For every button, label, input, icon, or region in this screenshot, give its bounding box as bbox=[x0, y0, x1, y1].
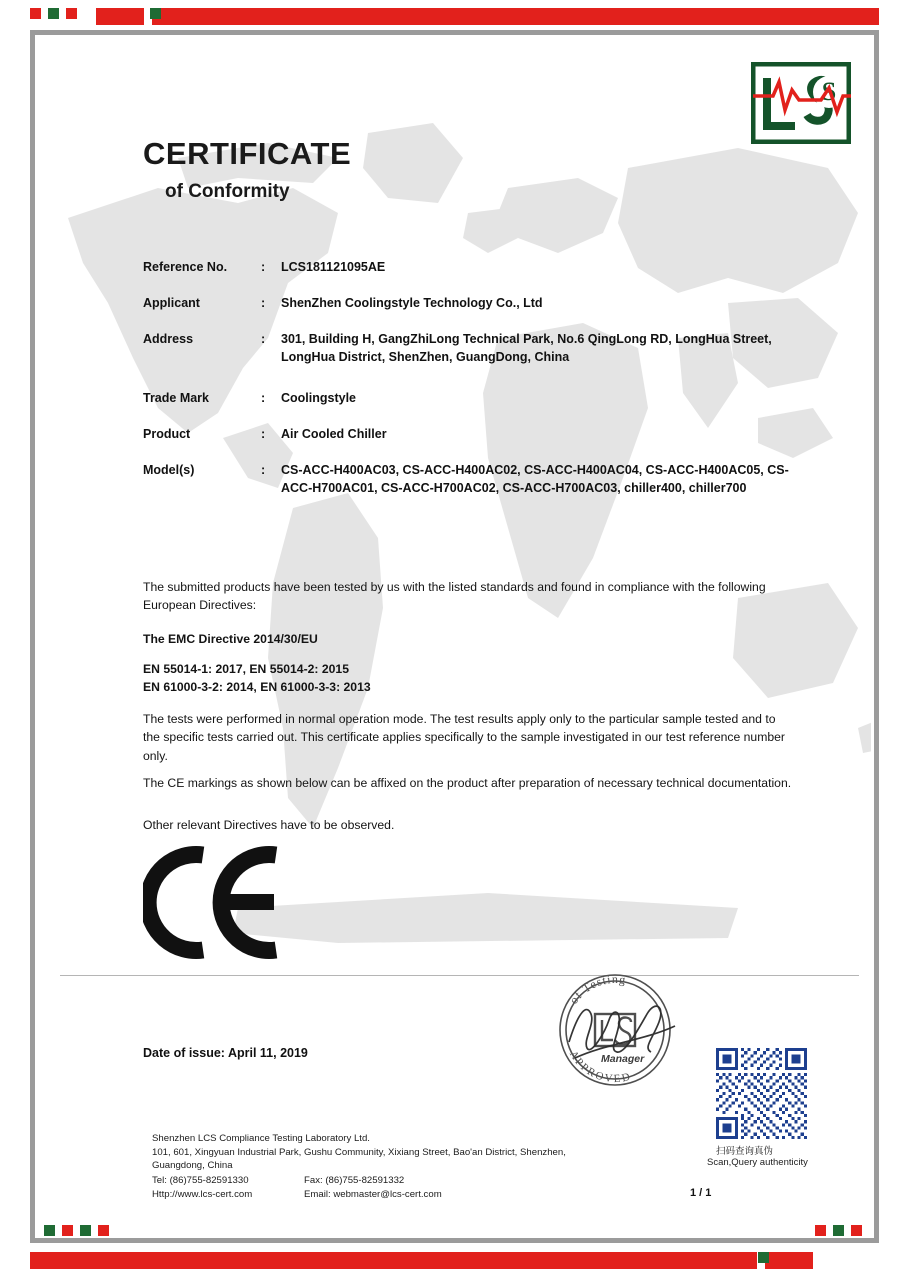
standards-line-1: EN 55014-1: 2017, EN 55014-2: 2015 bbox=[143, 662, 349, 676]
field-label: Model(s) bbox=[143, 462, 195, 477]
decor-square-green bbox=[758, 1252, 769, 1263]
field-row-models bbox=[143, 461, 803, 497]
stamp-manager-label: Manager bbox=[601, 1053, 645, 1065]
field-value-address: 301, Building H, GangZhiLong Technical Park, No.6 QingLong RD, LongHua Street, LongHua District, ShenZhen, GuangDong, China bbox=[281, 332, 772, 365]
lcs-logo-icon bbox=[751, 62, 851, 144]
date-of-issue: Date of issue: April 11, 2019 bbox=[143, 1046, 308, 1060]
field-value-trade-mark: Coolingstyle bbox=[281, 390, 357, 405]
field-label: Applicant bbox=[143, 296, 200, 311]
footer-address-line-1: 101, 601, Xingyuan Industrial Park, Gushu Community, Xixiang Street, Bao'an District, Shenzhen, bbox=[152, 1146, 566, 1158]
decor-square-red bbox=[815, 1225, 826, 1236]
field-label: Address bbox=[143, 332, 194, 347]
svg-text:of Testing bbox=[566, 972, 627, 1007]
field-colon: : bbox=[261, 296, 266, 311]
paragraph-standards bbox=[143, 660, 793, 697]
paragraph-tests-note: The tests were performed in normal operation mode. The test results apply only to the particular sample tested and to the specific tests carried out. This certificate applies specifically to the sample investigated in our test reference number only. bbox=[143, 712, 785, 763]
field-row-product bbox=[143, 425, 803, 443]
certificate-fields bbox=[143, 258, 803, 515]
decor-square-green bbox=[80, 1225, 91, 1236]
decor-square-red bbox=[851, 1225, 862, 1236]
field-colon: : bbox=[261, 390, 266, 405]
decor-square-green bbox=[44, 1225, 55, 1236]
footer-address-line-2: Guangdong, China bbox=[152, 1160, 233, 1172]
paragraph-intro: The submitted products have been tested by us with the listed standards and found in compliance with the following European Directives: bbox=[143, 580, 766, 613]
field-value-models: CS-ACC-H400AC03, CS-ACC-H400AC02, CS-ACC-H400AC04, CS-ACC-H400AC05, CS-ACC-H700AC01, CS-ACC-H700AC02, CS-ACC-H700AC03, chiller400, chiller700 bbox=[281, 462, 789, 495]
field-colon: : bbox=[261, 260, 266, 274]
field-colon: : bbox=[261, 332, 266, 347]
qr-code bbox=[716, 1048, 807, 1139]
decor-square-green bbox=[48, 8, 59, 19]
field-value-applicant: ShenZhen Coolingstyle Technology Co., Ltd bbox=[281, 296, 543, 311]
frame-left bbox=[30, 30, 35, 1243]
field-row-trade-mark bbox=[143, 389, 803, 407]
qr-caption-english: Scan,Query authenticity bbox=[707, 1157, 808, 1168]
decor-red-bar-top bbox=[152, 8, 879, 25]
field-label: Trade Mark bbox=[143, 390, 210, 405]
field-row-reference-no bbox=[143, 258, 803, 276]
footer-contact-row-1 bbox=[152, 1174, 622, 1188]
frame-bottom bbox=[30, 1238, 879, 1243]
decor-square-green bbox=[150, 8, 161, 19]
footer-contact-row-2 bbox=[152, 1188, 622, 1202]
footer-fax: Fax: (86)755-82591332 bbox=[304, 1174, 405, 1186]
paragraph-directive: The EMC Directive 2014/30/EU bbox=[143, 632, 318, 646]
footer-website[interactable]: Http://www.lcs-cert.com bbox=[152, 1189, 253, 1201]
decor-square-red bbox=[98, 1225, 109, 1236]
decor-square-red bbox=[66, 8, 77, 19]
field-value-product: Air Cooled Chiller bbox=[281, 426, 387, 441]
frame-right bbox=[874, 30, 879, 1243]
decor-square-green bbox=[833, 1225, 844, 1236]
footer-tel: Tel: (86)755-82591330 bbox=[152, 1174, 249, 1186]
decor-red-bar-bottom-right bbox=[765, 1252, 813, 1269]
footer-email[interactable]: Email: webmaster@lcs-cert.com bbox=[304, 1189, 442, 1201]
field-row-applicant bbox=[143, 294, 803, 312]
field-value-reference-no: LCS181121095AE bbox=[281, 260, 386, 274]
qr-caption-chinese: 扫码查询真伪 bbox=[716, 1146, 774, 1157]
page-number: 1 / 1 bbox=[690, 1187, 712, 1199]
field-label: Product bbox=[143, 426, 191, 441]
footer-lab-name: Shenzhen LCS Compliance Testing Laboratory Ltd. bbox=[152, 1133, 370, 1144]
standards-line-2: EN 61000-3-2: 2014, EN 61000-3-3: 2013 bbox=[143, 680, 371, 695]
decor-red-bar-bottom bbox=[30, 1252, 757, 1269]
footer-divider bbox=[60, 975, 859, 976]
frame-top bbox=[30, 30, 879, 35]
approval-stamp bbox=[535, 970, 695, 1090]
field-label: Reference No. bbox=[143, 260, 228, 274]
svg-text:S: S bbox=[821, 77, 837, 106]
page-title: CERTIFICATE bbox=[143, 136, 352, 171]
field-colon: : bbox=[261, 426, 266, 441]
paragraph-ce-note: The CE markings as shown below can be affixed on the product after preparation of necessary technical documentation. bbox=[143, 776, 792, 790]
decor-square-red bbox=[62, 1225, 73, 1236]
decor-red-bar-top-left bbox=[96, 8, 144, 25]
paragraph-other-note: Other relevant Directives have to be observed. bbox=[143, 818, 395, 832]
field-row-address bbox=[143, 330, 803, 366]
page-subtitle: of Conformity bbox=[165, 181, 290, 202]
footer-block bbox=[152, 1132, 622, 1202]
stamp-ring-bottom-text: APPROVED bbox=[566, 1048, 634, 1086]
field-colon: : bbox=[261, 462, 266, 477]
stamp-ring-top-text: of Testing bbox=[566, 972, 628, 1007]
decor-square-red bbox=[30, 8, 41, 19]
ce-marking-icon bbox=[143, 845, 288, 960]
